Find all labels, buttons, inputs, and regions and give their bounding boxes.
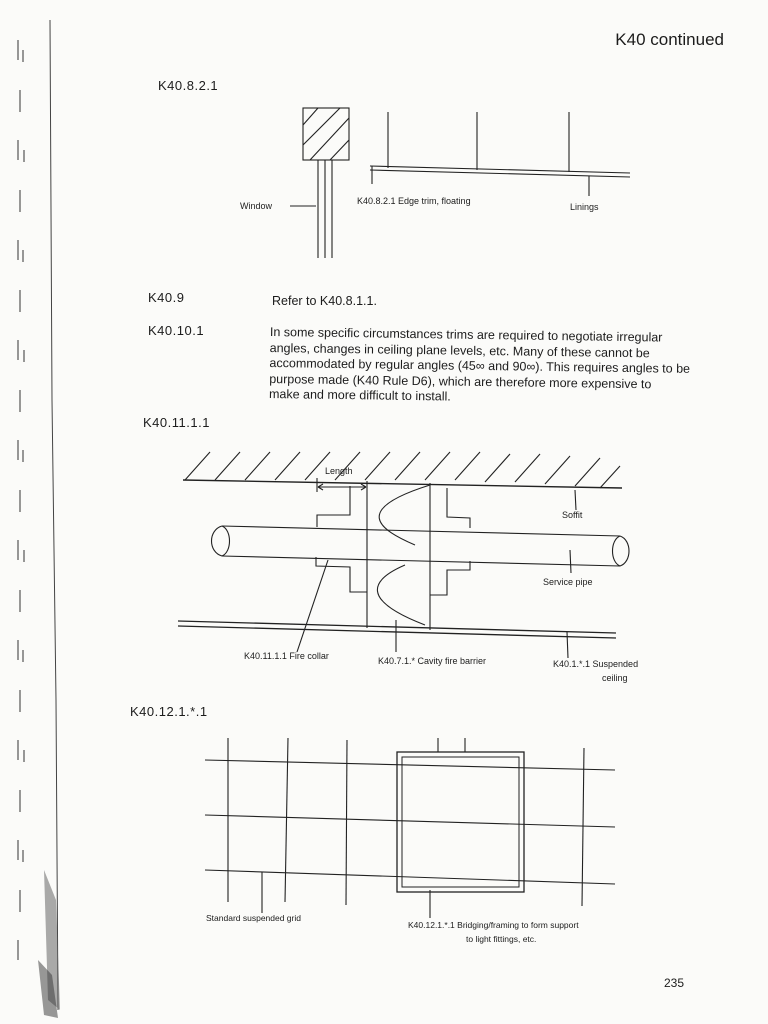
section-text-k40-9: Refer to K40.8.1.1. (272, 294, 377, 308)
label-bridging: K40.12.1.*.1 Bridging/framing to form support (408, 920, 579, 930)
section-ref-k40-10-1: K40.10.1 (148, 323, 205, 338)
label-service-pipe: Service pipe (543, 577, 593, 587)
paragraph-line: In some specific circumstances trims are required to negotiate irregular (269, 325, 663, 345)
page-header: K40 continued (615, 30, 724, 49)
label-suspended-ceiling: K40.1.*.1 Suspended (553, 659, 639, 669)
label-ceiling: ceiling (602, 673, 628, 683)
paragraph-line: accommodated by regular angles (45∞ and 90∞). This requires angles to be (269, 355, 691, 376)
section-ref-k40-11-1-1: K40.11.1.1 (143, 415, 210, 430)
label-fire-collar: K40.11.1.1 Fire collar (244, 651, 329, 661)
paragraph-line: purpose made (K40 Rule D6), which are therefore more expensive to (269, 371, 652, 391)
label-length: Length (325, 466, 353, 476)
label-bridging-2: to light fittings, etc. (466, 934, 537, 944)
label-window: Window (240, 201, 273, 211)
label-edge-trim: K40.8.2.1 Edge trim, floating (357, 196, 471, 206)
section-ref-k40-9: K40.9 (148, 290, 185, 305)
label-soffit: Soffit (562, 510, 583, 520)
label-linings: Linings (570, 202, 599, 212)
paragraph-line: make and more difficult to install. (268, 386, 451, 404)
paragraph-line: angles, changes in ceiling plane levels, etc. Many of these cannot be (269, 340, 650, 360)
page-number: 235 (663, 976, 684, 990)
label-standard-grid: Standard suspended grid (206, 913, 301, 923)
section-ref-k40-12-1-1: K40.12.1.*.1 (130, 704, 208, 719)
label-cavity-fire-barrier: K40.7.1.* Cavity fire barrier (378, 656, 487, 666)
section-ref-k40-8-2-1: K40.8.2.1 (158, 78, 219, 93)
